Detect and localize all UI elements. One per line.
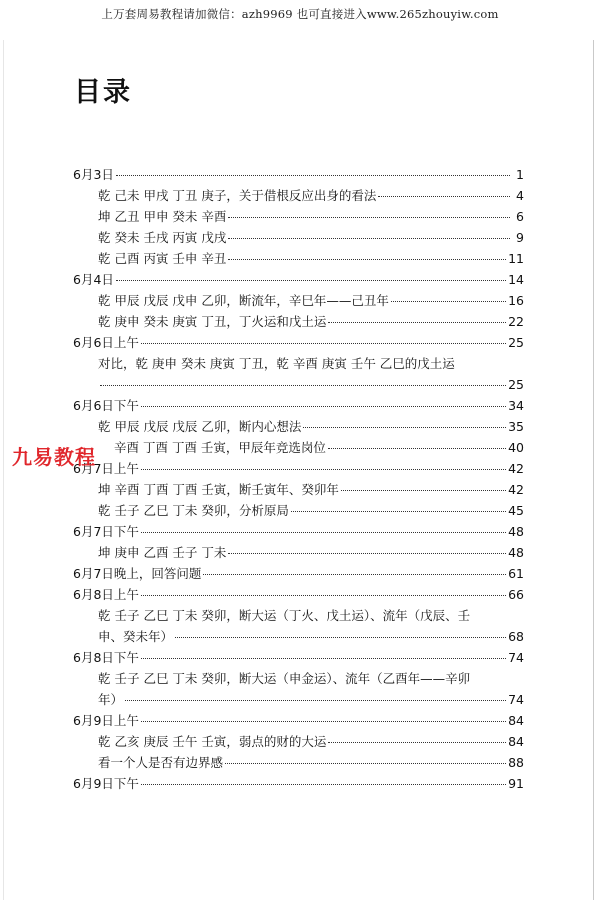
toc-entry[interactable]: 乾 庚申 癸未 庚寅 丁丑，丁火运和戊土运 22 bbox=[98, 314, 524, 329]
toc-entry-first-line[interactable]: 乾 壬子 乙巳 丁未 癸卯，断大运（申金运）、流年（乙酉年——辛卯 bbox=[98, 671, 471, 686]
toc-entry[interactable]: 乾 壬子 乙巳 丁未 癸卯，分析原局 45 bbox=[98, 503, 524, 518]
leader-dots bbox=[203, 574, 506, 575]
leader-dots bbox=[291, 511, 506, 512]
toc-entry[interactable]: 坤 庚申 乙酉 壬子 丁未 48 bbox=[98, 545, 524, 560]
toc-entry-first-line[interactable]: 乾 壬子 乙巳 丁未 癸卯，断大运（丁火、戊土运）、流年（戊辰、壬 bbox=[98, 608, 471, 623]
leader-dots bbox=[225, 763, 506, 764]
toc-entry[interactable]: 乾 癸未 壬戌 丙寅 戊戌 9 bbox=[98, 230, 524, 245]
toc-entry[interactable]: 乾 甲辰 戊辰 戊辰 乙卯，断内心想法 35 bbox=[98, 419, 524, 434]
leader-dots bbox=[141, 469, 506, 470]
leader-dots bbox=[116, 175, 510, 176]
toc-entry-continuation[interactable]: 25 bbox=[98, 376, 524, 394]
toc-entry[interactable]: 6月7日下午 48 bbox=[73, 524, 524, 539]
page-title: 目录 bbox=[74, 77, 132, 108]
toc-entry[interactable]: 坤 乙丑 甲申 癸未 辛酉 6 bbox=[98, 209, 524, 224]
leader-dots bbox=[141, 784, 506, 785]
leader-dots bbox=[328, 448, 506, 449]
leader-dots bbox=[228, 217, 510, 218]
page-edge-left bbox=[3, 40, 4, 900]
toc-entry[interactable]: 6月6日上午 25 bbox=[73, 335, 524, 350]
leader-dots bbox=[141, 595, 506, 596]
toc-entry[interactable]: 乾 乙亥 庚辰 壬午 壬寅，弱点的财的大运 84 bbox=[98, 734, 524, 749]
page-header: 上万套周易教程请加微信：azh9969 也可直接进入www.265zhouyiw.com bbox=[101, 7, 499, 21]
toc-entry-first-line[interactable]: 对比，乾 庚申 癸未 庚寅 丁丑，乾 辛酉 庚寅 壬午 乙巳的戊土运 bbox=[98, 356, 455, 371]
leader-dots bbox=[328, 742, 506, 743]
toc-entry[interactable]: 乾 己未 甲戌 丁丑 庚子，关于借根反应出身的看法 4 bbox=[98, 188, 524, 203]
watermark-logo-text: 九易教程 bbox=[12, 445, 96, 469]
toc-entry[interactable]: 6月9日上午 84 bbox=[73, 713, 524, 728]
leader-dots bbox=[175, 637, 506, 638]
leader-dots bbox=[100, 385, 506, 386]
leader-dots bbox=[141, 532, 506, 533]
toc-entry[interactable]: 乾 己酉 丙寅 壬申 辛丑 11 bbox=[98, 251, 524, 266]
leader-dots bbox=[125, 700, 506, 701]
leader-dots bbox=[116, 280, 506, 281]
toc-entry[interactable]: 坤 辛酉 丁酉 丁酉 壬寅，断壬寅年、癸卯年 42 bbox=[98, 482, 524, 497]
toc-entry[interactable]: 6月6日下午 34 bbox=[73, 398, 524, 413]
page-edge-right bbox=[593, 40, 594, 900]
toc-entry[interactable]: 6月7日晚上，回答问题 61 bbox=[73, 566, 524, 581]
leader-dots bbox=[141, 721, 506, 722]
toc-entry[interactable]: 辛酉 丁酉 丁酉 壬寅，甲辰年竞选岗位 40 bbox=[114, 440, 524, 455]
toc-entry[interactable]: 6月7日上午 42 bbox=[73, 461, 524, 476]
toc-entry[interactable]: 6月4日 14 bbox=[73, 272, 524, 287]
toc-entry[interactable]: 6月9日下午 91 bbox=[73, 776, 524, 791]
toc-entry[interactable]: 乾 甲辰 戊辰 戊申 乙卯，断流年，辛巳年——己丑年 16 bbox=[98, 293, 524, 308]
leader-dots bbox=[391, 301, 506, 302]
leader-dots bbox=[303, 427, 506, 428]
toc-entry-continuation[interactable]: 年） 74 bbox=[98, 692, 524, 707]
toc-entry-continuation[interactable]: 申、癸未年） 68 bbox=[98, 629, 524, 644]
leader-dots bbox=[378, 196, 510, 197]
leader-dots bbox=[228, 553, 506, 554]
leader-dots bbox=[328, 322, 506, 323]
leader-dots bbox=[141, 406, 506, 407]
leader-dots bbox=[341, 490, 506, 491]
leader-dots bbox=[228, 238, 510, 239]
leader-dots bbox=[228, 259, 506, 260]
toc-entry[interactable]: 看一个人是否有边界感 88 bbox=[98, 755, 524, 770]
toc-entry[interactable]: 6月8日上午 66 bbox=[73, 587, 524, 602]
toc-entry[interactable]: 6月8日下午 74 bbox=[73, 650, 524, 665]
leader-dots bbox=[141, 343, 506, 344]
toc-entry[interactable]: 6月3日 1 bbox=[73, 167, 524, 182]
leader-dots bbox=[141, 658, 506, 659]
